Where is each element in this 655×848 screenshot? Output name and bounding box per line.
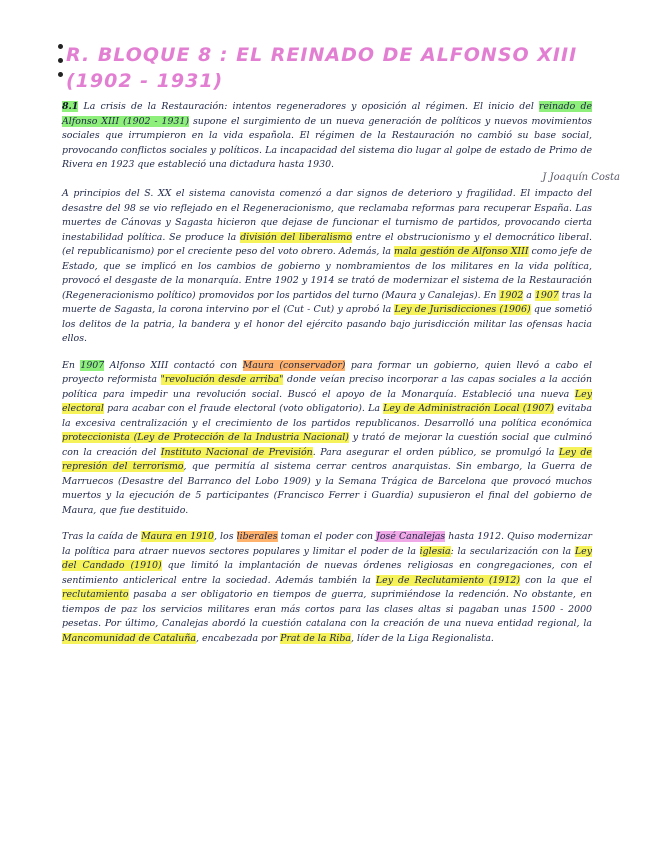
highlight-text: división del liberalismo xyxy=(240,231,352,243)
highlight-text: liberales xyxy=(236,531,278,542)
highlight-text: José Canalejas xyxy=(376,531,446,542)
highlight-text: Ley del Candado (1910) xyxy=(62,545,592,571)
highlight-text: 1907 xyxy=(534,289,559,301)
margin-signature: J Joaquín Costa xyxy=(542,171,620,183)
highlight-text: "revolución desde arriba" xyxy=(160,374,284,385)
page-title xyxy=(66,42,626,94)
text-run: hasta 1912. Quiso modernizar la política para atraer nuevos sectores populares y limitar el poder de la xyxy=(62,531,592,557)
highlight-text: Ley de Reclutamiento (1912) xyxy=(375,574,521,586)
highlight-text: Mancomunidad de Cataluña xyxy=(62,632,196,644)
highlight-text: Maura en 1910 xyxy=(141,531,214,542)
highlight-text: Prat de la Riba xyxy=(280,632,352,644)
text-run: para acabar con el fraude electoral (voto obligatorio). La xyxy=(103,403,384,414)
text-run: que limitó la implantación de nuevas órdenes religiosas en congregaciones, con el sentimiento anticlerical entre la sociedad. Además también la xyxy=(62,560,593,586)
text-run: tras la muerte de Sagasta, la corona intervino por el (Cut - Cut) y aprobó la xyxy=(62,289,592,315)
text-run: , encabezada por xyxy=(195,632,281,644)
paragraph-restauracion-crisis xyxy=(62,100,592,173)
text-run: a xyxy=(523,289,535,301)
text-run: . Para asegurar el orden público, se promulgó la xyxy=(312,446,559,458)
highlight-text: Maura (conservador) xyxy=(242,359,346,371)
text-run: , líder de la Liga Regionalista. xyxy=(351,632,494,644)
highlight-text: proteccionista (Ley de Protección de la Industria Nacional) xyxy=(62,432,349,443)
highlight-text: reclutamiento xyxy=(62,589,129,600)
highlight-text: Ley de Jurisdicciones (1906) xyxy=(394,304,531,315)
text-run: pasaba a ser obligatorio en tiempos de guerra, suprimiéndose la redención. No obstante, en tiempos de paz los servicios militares eran más cortos para las clases altas si pagaban unas 1500 - 2000 pesetas. Por último, Canalejas abordó la cuestión catalana con la creación de una nueva entidad regional, la xyxy=(62,589,592,629)
highlight-text: 1907 xyxy=(80,359,105,371)
text-run: entre el obstrucionismo y el democrático liberal. (el republicanismo) por el creciente peso del voto obrero. Además, la xyxy=(62,231,592,257)
title-line-1: R. BLOQUE 8 : EL REINADO DE ALFONSO XIII xyxy=(66,44,578,66)
text-run: Alfonso XIII contactó con xyxy=(104,359,243,371)
paragraph-sistema-canovista xyxy=(62,187,592,347)
text-run: : la secularización con la xyxy=(450,545,575,557)
text-run: toman el poder con xyxy=(277,531,377,542)
text-run: supone el surgimiento de un nueva generación de políticos y nuevos movimientos sociales que irrumpieron en la vida española. El régimen de la Restauración no cambió su base social, provocando conflictos sociales y políticos. La incapacidad del sistema dio lugar al golpe de estado de Primo de Rivera en 1923 que estableció una dictadura hasta 1930. xyxy=(62,115,592,170)
text-run: como jefe de Estado, que se implicó en los cambios de gobierno y nombramientos de los militares en la vida política, provocó el desgaste de la monarquía. Entre 1902 y 1914 se trató de modernizar el sistema de la Restauración (Regeneracionismo político) promovidos por los partidos del turno (Maura y Canalejas). En xyxy=(62,246,592,301)
highlight-text: mala gestión de Alfonso XIII xyxy=(393,246,529,257)
highlight-text: Instituto Nacional de Previsión xyxy=(160,446,313,458)
text-run: y trató de mejorar la cuestión social que culminó con la creación del xyxy=(62,432,592,458)
highlight-text: Ley electoral xyxy=(62,388,592,414)
text-run: que sometió los delitos de la patria, la bandera y el honor del ejército pasando bajo jurisdicción militar las ofensas hacia ellos. xyxy=(62,304,592,344)
text-run: , que permitía al sistema cerrar centros anarquistas. Sin embargo, la Guerra de Marruecos (Desastre del Barranco del Lobo 1909) y la Semana Trágica de Barcelona que provocó muchos muertos y la ejecución de 5 participantes (Francisco Ferrer i Guardia) supusieron el final del gobierno de Maura, que fue destituido. xyxy=(62,461,592,516)
text-run: evitaba la excesiva centralización y el crecimiento de los partidos republicanos. Desarrolló una política económica xyxy=(62,403,592,429)
highlight-text: 1902 xyxy=(499,289,524,301)
text-run: A principios del S. XX el sistema canovista comenzó a dar signos de deterioro y fragilidad. El impacto del desastre del 98 se vio reflejado en el Regeneracionismo, que reclamaba reformas para recuperar España. Las muertes de Cánovas y Sagasta hicieron que dejase de funcionar el turnismo de partidos, provocando cierta inestabilidad política. Se produce la xyxy=(62,188,592,243)
text-run: para formar un gobierno, quien llevó a cabo el proyecto reformista xyxy=(62,359,592,385)
text-run: La crisis de la Restauración: intentos regeneradores y oposición al régimen. El inicio del xyxy=(78,101,539,112)
title-line-2: (1902 - 1931) xyxy=(66,70,224,92)
punch-hole xyxy=(58,44,63,49)
text-run: En xyxy=(62,359,81,371)
highlight-text: Ley de Administración Local (1907) xyxy=(383,403,554,414)
punch-hole xyxy=(58,58,63,63)
paragraph-maura xyxy=(62,359,592,519)
highlight-text: iglesia xyxy=(419,545,451,557)
notes-body xyxy=(62,100,620,658)
highlight-text: Ley de represión del terrorismo xyxy=(62,446,592,472)
text-run: , los xyxy=(213,531,237,542)
text-run: Tras la caída de xyxy=(62,531,142,542)
punch-hole xyxy=(58,72,63,77)
text-run: con la que el xyxy=(520,574,592,586)
text-run: donde veían preciso incorporar a las capas sociales a la acción política para impedir una revolución social. Buscó el apoyo de la Monarquía. Estableció una nueva xyxy=(62,374,592,400)
paragraph-canalejas xyxy=(62,530,592,646)
section-number: 8.1 xyxy=(62,101,79,112)
highlight-reinado: reinado de Alfonso XIII (1902 - 1931) xyxy=(62,101,592,127)
